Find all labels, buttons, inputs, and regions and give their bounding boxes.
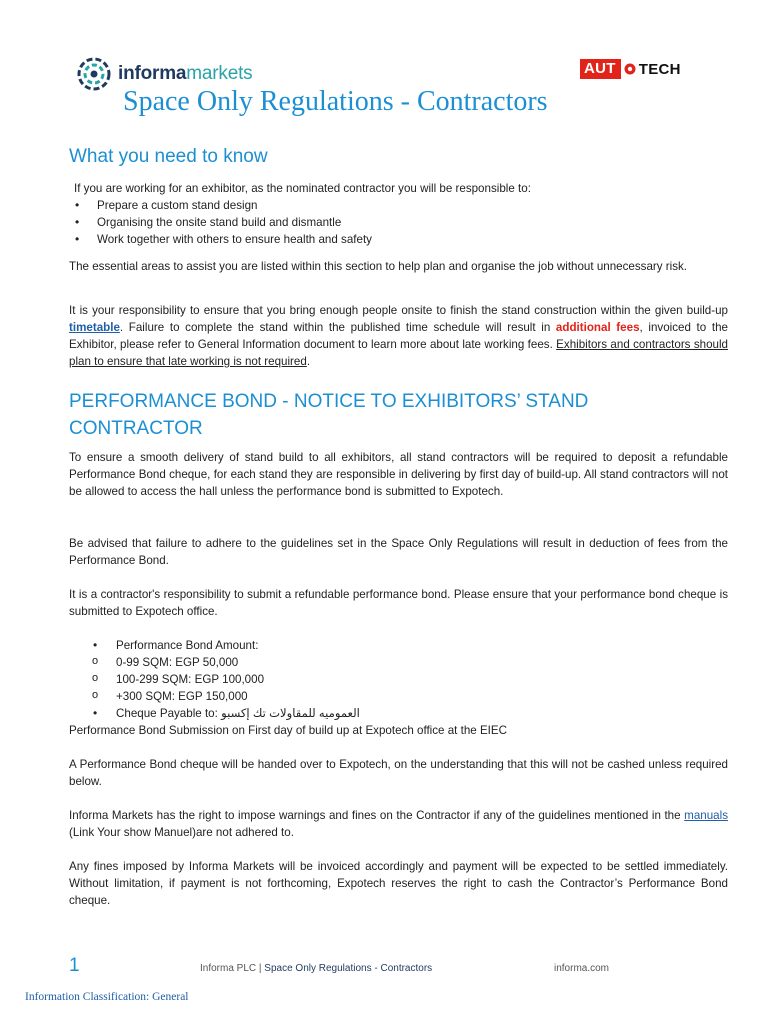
impose-text-2: (Link Your show Manuel)are not adhered to. [69,826,294,839]
list-item: • Performance Bond Amount: [92,637,360,654]
bond-ensure-paragraph: To ensure a smooth delivery of stand build to all exhibitors, all stand contractors will be required to deposit a refundable Performance Bond cheque, for each stand they are responsible in delivering by first day of build-up. All stand contractors will not be allowed to access the hall unless the performance bond is submitted to Expotech. [69,451,728,498]
list-item: • Prepare a custom stand design [74,197,372,214]
autotech-logo-tech: TECH [638,60,681,78]
list-item: o +300 SQM: EGP 150,000 [92,688,360,705]
footer-document-info [200,963,432,974]
responsibility-text-2: . Failure to complete the stand within the published time schedule will result in [119,321,556,334]
section-heading-performance-bond: PERFORMANCE BOND - NOTICE TO EXHIBITORS’ STAND CONTRACTOR [69,391,589,439]
page-title: Space Only Regulations - Contractors [123,86,548,117]
late-working-note: Exhibitors and contractors should plan to ensure that late working is not required [69,338,728,368]
footer-doc-title: Space Only Regulations - Contractors [264,963,433,974]
autotech-logo-auto: AUT [580,59,621,79]
brand-name-informa: informa [118,63,187,84]
brand-name-markets: markets [186,63,253,84]
autotech-logo [580,58,681,80]
informa-logo-mark-icon [76,56,112,92]
list-item: • Cheque Payable to: العموميه للمقاولات تك إكسبو [92,705,360,722]
responsibility-text-1: It is your responsibility to ensure that you bring enough people onsite to finish the stand construction within the given build-up [69,304,728,317]
essential-areas-paragraph: The essential areas to assist you are listed within this section to help plan and organise the job without unnecessary risk. [69,260,688,273]
bond-advised-paragraph: Be advised that failure to adhere to the guidelines set in the Space Only Regulations will result in deduction of fees from the Performance Bond. [69,537,728,567]
list-item: o 100-299 SQM: EGP 100,000 [92,671,360,688]
information-classification-label: Information Classification: General [25,991,189,1003]
timetable-link[interactable]: timetable [69,321,120,334]
section-heading-what-you-need-to-know: What you need to know [69,146,268,167]
additional-fees-highlight: additional fees [555,321,640,334]
manuals-link[interactable]: manuals [684,809,728,822]
gear-icon [623,62,637,76]
responsibility-text-3: , invoiced to the Exhibitor, please refer to General Information document to learn more about late working fees. [69,321,728,351]
footer-website: informa.com [554,963,610,974]
impose-text-1: Informa Markets has the right to impose warnings and fines on the Contractor if any of the guidelines mentioned in the [69,809,685,822]
bond-contractor-paragraph: It is a contractor's responsibility to submit a refundable performance bond. Please ensure that your performance bond cheque is submitted to Expotech office. [69,588,728,618]
responsibility-text-end: . [306,355,311,368]
list-item: • Work together with others to ensure health and safety [74,231,372,248]
footer-company: Informa PLC | [200,963,265,974]
bond-impose-paragraph [69,807,728,841]
bond-submission-paragraph: Performance Bond Submission on First day of build up at Expotech office at the EIEC [69,724,508,737]
page-number: 1 [69,955,80,976]
responsibilities-list [74,197,372,248]
responsibility-paragraph [69,302,728,370]
list-item: o 0-99 SQM: EGP 50,000 [92,654,360,671]
list-item: • Organising the onsite stand build and dismantle [74,214,372,231]
bond-amount-list [92,637,360,722]
bond-handed-paragraph: A Performance Bond cheque will be handed over to Expotech, on the understanding that this will not be cashed unless required below. [69,758,728,788]
bond-fines-paragraph: Any fines imposed by Informa Markets will be invoiced accordingly and payment will be expected to be settled immediately. Without limitation, if payment is not forthcoming, Expotech reserves the right to cash the Contractor’s Performance Bond cheque. [69,860,728,907]
intro-paragraph: If you are working for an exhibitor, as the nominated contractor you will be responsible to: [74,182,531,195]
